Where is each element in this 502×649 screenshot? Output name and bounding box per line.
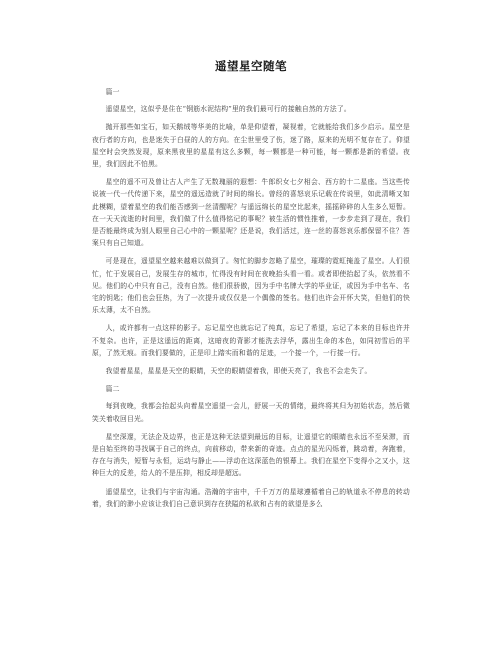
paragraph: 我望着星星，星星是天空的眼睛，天空的眼睛望着我，即使天亮了，我也不会走失了。	[105, 367, 372, 376]
paragraph: 人，或许都有一点这样的影子。忘记星空也就忘记了纯真，忘记了希望，忘记了本来的目标也许并不复杂。也许，正是这遥远的距离，这暗夜的背影才能洗去浮华，露出生命的本色，如同初雪后的平原，了然无痕。而我们要做的，正是印上踏实而和谐的足迹，一个接一个，一行接一行。	[92, 324, 410, 357]
section-heading: 篇二	[105, 385, 120, 394]
paragraph: 每到夜晚，我都会抬起头向着星空遥望一会儿，舒展一天的情绪，最终将其归为初始状态，然后微笑关着收回目光。	[92, 402, 410, 423]
paragraph: 遥望星空，这似乎是住在“钢筋水泥结构”里的我们最可行的接触自然的方法了。	[105, 105, 351, 114]
page-title: 遥望星空随笔	[215, 59, 287, 73]
paragraph: 星空深邃，无法企及边界，也正是这种无法望到最远的目标，让遥望它的眼睛也永远不至呆滞，而是自始至终的寻找属于自己的终点，向前移动，带来新的奇迹。点点的星光闪烁着，跳动着，奔跑着，存在与消失，短暂与永恒，运动与静止——浮动在这深蓝色的银幕上。我们在星空下变得小之又小，这种巨大的反差，给人的不是压抑，相反却是超远。	[92, 432, 410, 478]
paragraph: 可是现在，遥望星空越来越难以做到了。匆忙的脚步忽略了星空，璀璨的霓虹掩盖了星空。人们很忙，忙于发展自己，发展生存的城市，忙得没有时间在夜晚抬头看一看。或者即使抬起了头，依然看不见。他们的心中只有自己，没有自然。他们很骄傲，因为手中名牌大学的毕业证，或因为手中名车、名宅的钥匙；他们也会狂热，为了一次提升或仅仅是一个偶像的签名。他们也许会开怀大笑，但他们的快乐太薄，太不自然。	[92, 257, 410, 315]
section-one	[92, 86, 410, 377]
paragraph: 星空的遥不可及曾让古人产生了无数瑰丽的遐想：牛郎织女七夕相会、西方的十二星座。当这些传说被一代一代传递下来，星空的遥远造就了时间的绵长。曾经的喜怒哀乐记载在传说里，如此清晰又如此模糊，望着星空的我们能否感到一丝清醒呢？与遥远绵长的星空比起来，摇摇碎碎的人生多么短暂。在一天天流逝的时间里，我们做了什么值得铭记的事呢？被生活的惯性推着，一步步走到了现在，我们是否能最终成为别人眼里自己心中的一颗星呢？还是说，我们活过，连一丝的喜怒哀乐都保留不住？答案只有自己知道。	[92, 178, 410, 248]
section-heading: 篇一	[105, 88, 120, 96]
paragraph: 抛开那些如宝石，如天鹅绒等华美的比喻，单是仰望着，凝视着，它就能给我们多少启示。星空是夜行者的方向，也是迷失于白昼的人的方向。在尘世里受了伤，迷了路，原来的光明不复存在了。仰望星空时会突然发现，原来黑夜里的星星有这么多颗，每一颗都是一种可能，每一颗都是新的希望。夜里，我们因此不怕黑。	[92, 123, 410, 169]
section-two	[92, 383, 410, 510]
paragraph: 遥望星空，让我们与宇宙沟通。浩瀚的宇宙中，千千万万的星球遵循着自己的轨道永不停息的转动着，我们的渺小应该让我们自己意识到存在狭隘的私欲和占有的欲望是多么	[92, 487, 410, 508]
